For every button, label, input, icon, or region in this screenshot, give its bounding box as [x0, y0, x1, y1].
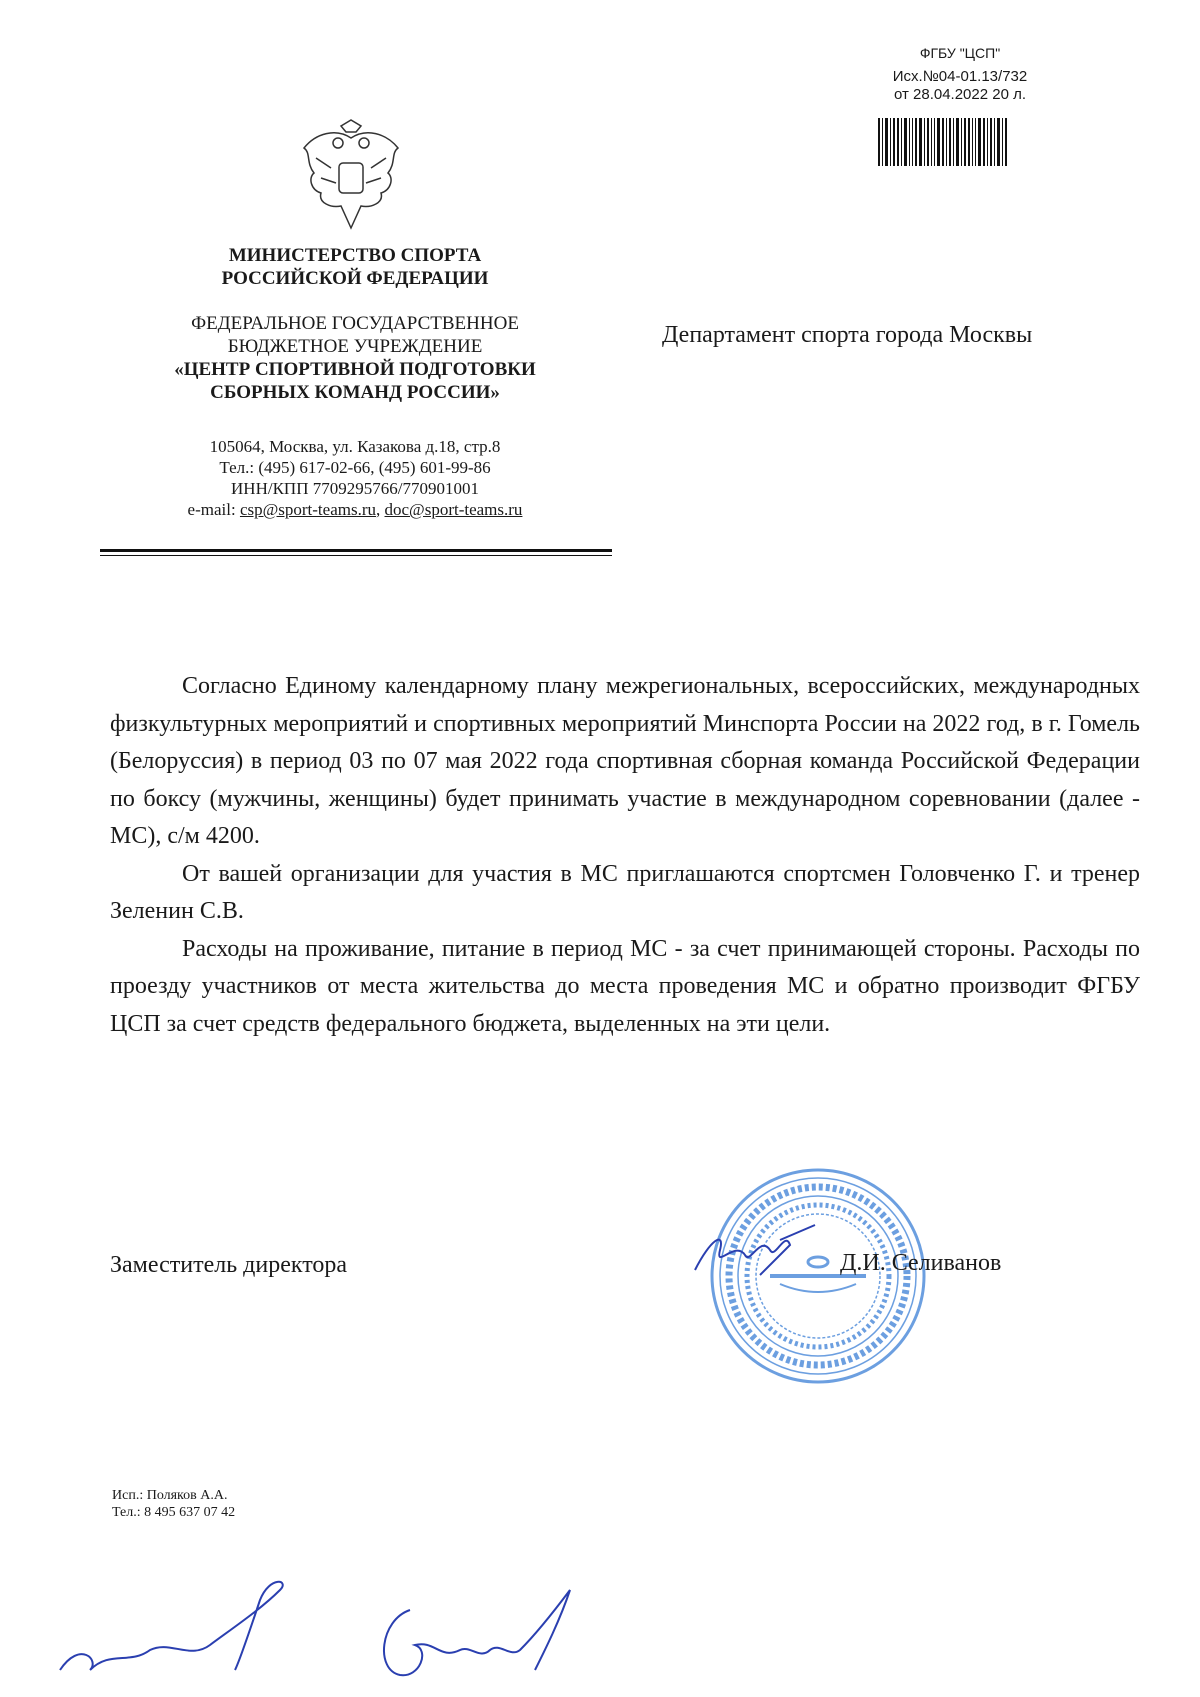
signatory-position: Заместитель директора [110, 1252, 348, 1278]
barcode-bar [949, 118, 951, 166]
paragraph-3: Расходы на проживание, питание в период МС - за счет принимающей стороны. Расходы по проезду участников от места жительства до места проведения МС и обратно производит ФГБУ ЦСП за счет средств федерального бюджета, выделенных на эти цели. [110, 935, 1140, 1037]
email-separator: , [376, 500, 385, 519]
address: 105064, Москва, ул. Казакова д.18, стр.8 [209, 437, 501, 456]
barcode-bar [946, 118, 947, 166]
institution-line-3: «ЦЕНТР СПОРТИВНОЙ ПОДГОТОВКИ [174, 359, 536, 380]
barcode-bar [961, 118, 962, 166]
barcode-bar [924, 118, 925, 166]
barcode-bar [882, 118, 883, 166]
inn-kpp: ИНН/КПП 7709295766/770901001 [231, 479, 479, 498]
director-signature [690, 1220, 820, 1280]
barcode-bar [990, 118, 992, 166]
barcode-bar [885, 118, 888, 166]
addressee: Департамент спорта города Москвы [662, 322, 1033, 348]
institution-line-2: БЮДЖЕТНОЕ УЧРЕЖДЕНИЕ [227, 336, 483, 357]
barcode-bar [901, 118, 902, 166]
barcode-bar [987, 118, 988, 166]
barcode-bar [927, 118, 929, 166]
contacts [100, 436, 610, 520]
barcode-bar [931, 118, 932, 166]
paragraph-1: Согласно Единому календарному плану межрегиональных, всероссийских, международных физкультурных мероприятий и спортивных мероприятий Минспорта России на 2022 год, в г. Гомель (Белоруссия) в период 03 по 07 мая 2022 года спортивная сборная команда Российской Федерации по боксу (мужчины, женщины) будет принимать участие в международном соревновании (далее - МС), с/м 4200. [110, 673, 1140, 849]
ministry-line-2: РОССИЙСКОЙ ФЕДЕРАЦИИ [221, 268, 489, 289]
letterhead-divider [100, 549, 612, 552]
barcode-bar [953, 118, 954, 166]
coat-of-arms-emblem [296, 118, 406, 238]
registration-org: ФГБУ "ЦСП" [919, 45, 1001, 61]
paragraph-2: От вашей организации для участия в МС приглашаются спортсмен Головченко Г. и тренер Зеленин С.В. [110, 860, 1140, 924]
email-link-csp[interactable]: csp@sport-teams.ru [239, 500, 376, 519]
barcode-bar [964, 118, 966, 166]
signatory-name: Д.И. Селиванов [840, 1250, 1002, 1276]
barcode-bar [975, 118, 976, 166]
registration-number: Исх.№04-01.13/732 [892, 68, 1028, 85]
executor-phone: Тел.: 8 495 637 07 42 [112, 1505, 236, 1520]
letter-body [110, 668, 1140, 1043]
barcode-bar [942, 118, 944, 166]
institution-line-4: СБОРНЫХ КОМАНД РОССИИ» [210, 382, 500, 403]
executor-info [112, 1487, 235, 1521]
barcode-bar [915, 118, 917, 166]
registration-date: от 28.04.2022 20 л. [893, 86, 1027, 103]
barcode-bar [912, 118, 913, 166]
barcode-bar [978, 118, 981, 166]
barcode-bar [904, 118, 907, 166]
barcode [878, 118, 1024, 166]
institution-line-1: ФЕДЕРАЛЬНОЕ ГОСУДАРСТВЕННОЕ [191, 313, 519, 334]
barcode-bar [972, 118, 973, 166]
barcode-bar [997, 118, 1000, 166]
barcode-bar [983, 118, 985, 166]
email-label: e-mail: [187, 500, 240, 519]
barcode-bar [956, 118, 959, 166]
phone: Тел.: (495) 617-02-66, (495) 601-99-86 [219, 458, 491, 477]
institution-name [100, 312, 610, 404]
executor-name: Исп.: Поляков А.А. [112, 1488, 228, 1503]
ministry-line-1: МИНИСТЕРСТВО СПОРТА [228, 245, 482, 266]
email-link-doc[interactable]: doc@sport-teams.ru [384, 500, 523, 519]
barcode-bar [1002, 118, 1003, 166]
email-line [100, 499, 610, 520]
barcode-bar [994, 118, 995, 166]
barcode-bar [890, 118, 891, 166]
barcode-bar [878, 118, 880, 166]
registration-stamp [860, 44, 1060, 104]
barcode-bar [934, 118, 935, 166]
letterhead-divider-thin [100, 555, 612, 556]
barcode-bar [919, 118, 922, 166]
barcode-bar [968, 118, 970, 166]
barcode-bar [909, 118, 910, 166]
handwritten-signature-1 [50, 1570, 300, 1680]
ministry-name [100, 244, 610, 290]
barcode-bar [937, 118, 940, 166]
barcode-bar [1005, 118, 1007, 166]
handwritten-signature-2 [370, 1580, 580, 1690]
barcode-bar [893, 118, 895, 166]
barcode-bar [897, 118, 899, 166]
